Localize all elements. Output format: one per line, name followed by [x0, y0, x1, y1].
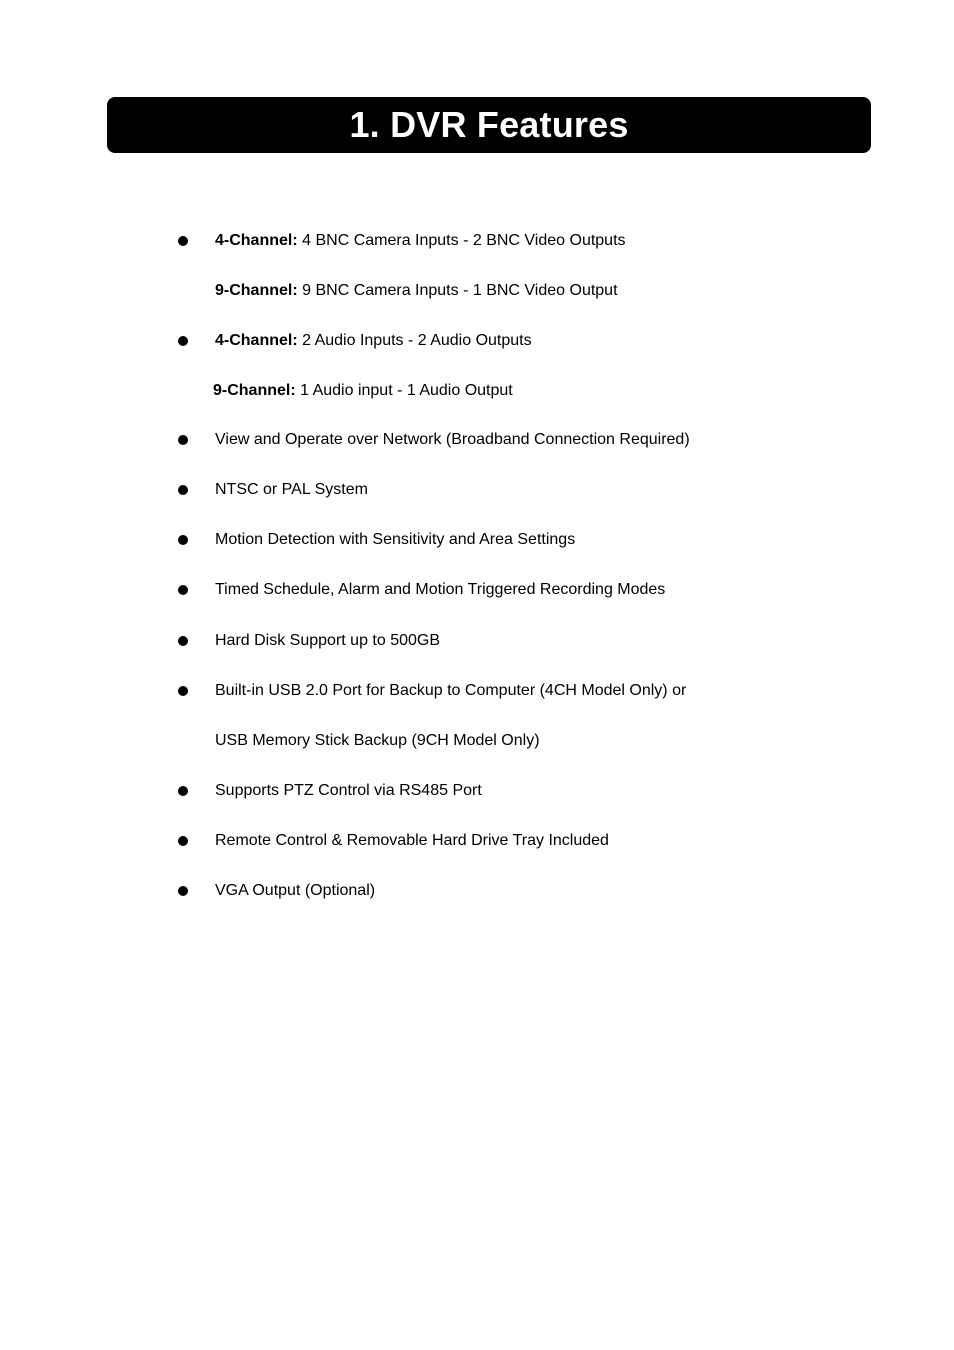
list-item: [0, 279, 954, 303]
channel-label: 9-Channel:: [215, 282, 298, 299]
channel-label: 4-Channel:: [215, 232, 298, 249]
feature-text: USB Memory Stick Backup (9CH Model Only): [215, 732, 540, 749]
feature-text: Hard Disk Support up to 500GB: [215, 632, 441, 649]
bullet-icon: [178, 686, 188, 696]
list-item: [0, 829, 954, 853]
page-title: 1. DVR Features: [349, 104, 629, 145]
list-item: [0, 679, 954, 703]
feature-text: Built-in USB 2.0 Port for Backup to Computer (4CH Model Only) or: [215, 682, 687, 699]
feature-text: Timed Schedule, Alarm and Motion Triggered Recording Modes: [215, 581, 666, 598]
list-item: [0, 329, 954, 353]
bullet-icon: [178, 886, 188, 896]
bullet-icon: [178, 435, 188, 445]
bullet-icon: [178, 535, 188, 545]
list-item: [0, 779, 954, 803]
bullet-icon: [178, 636, 188, 646]
list-item: [0, 729, 954, 753]
bullet-icon: [178, 236, 188, 246]
channel-label: 9-Channel:: [213, 382, 296, 399]
list-item: [0, 528, 954, 552]
feature-text: 9 BNC Camera Inputs - 1 BNC Video Output: [297, 282, 618, 299]
feature-text: 1 Audio input - 1 Audio Output: [295, 382, 513, 399]
feature-text: Remote Control & Removable Hard Drive Tray Included: [215, 832, 609, 849]
feature-text: View and Operate over Network (Broadband Connection Required): [215, 431, 690, 448]
feature-text: NTSC or PAL System: [215, 481, 368, 498]
channel-label: 4-Channel:: [215, 332, 298, 349]
bullet-icon: [178, 786, 188, 796]
bullet-icon: [178, 336, 188, 346]
bullet-icon: [178, 836, 188, 846]
list-item: [0, 379, 954, 403]
bullet-icon: [178, 585, 188, 595]
list-item: [0, 629, 954, 653]
list-item: [0, 478, 954, 502]
feature-text: 4 BNC Camera Inputs - 2 BNC Video Outputs: [297, 232, 626, 249]
list-item: [0, 578, 954, 602]
feature-text: Motion Detection with Sensitivity and Area Settings: [215, 531, 576, 548]
list-item: [0, 428, 954, 452]
section-title-bar: [107, 97, 871, 153]
feature-text: VGA Output (Optional): [215, 882, 376, 899]
feature-text: 2 Audio Inputs - 2 Audio Outputs: [297, 332, 532, 349]
feature-text: Supports PTZ Control via RS485 Port: [215, 782, 482, 799]
list-item: [0, 229, 954, 253]
list-item: [0, 879, 954, 903]
bullet-icon: [178, 485, 188, 495]
